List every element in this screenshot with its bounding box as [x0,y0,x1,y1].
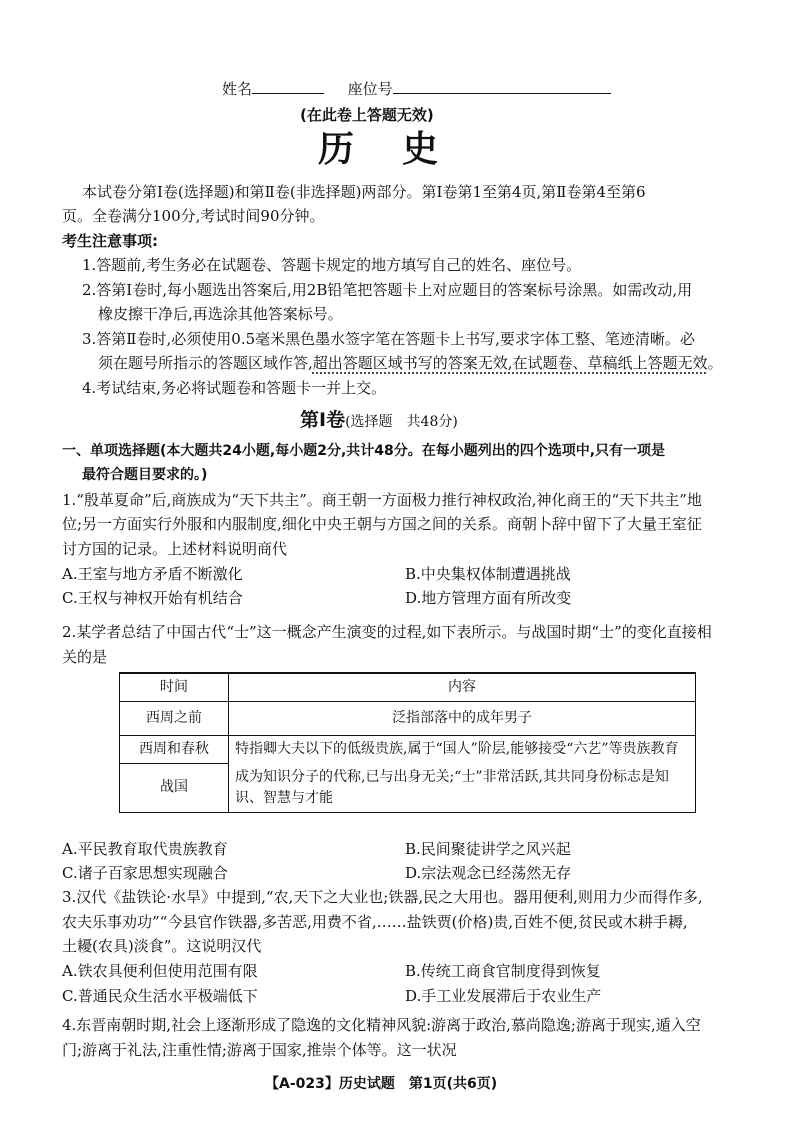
q2-option-c: C.诸子百家思想实现融合 [62,864,228,882]
q2-option-d: D.宗法观念已经荡然无存 [405,864,572,882]
seat-label: 座位号 [347,80,393,98]
page-footer [265,1073,497,1096]
q3-option-d: D.手工业发展滞后于农业生产 [405,987,602,1005]
intro-line-1: 本试卷分第Ⅰ卷(选择题)和第Ⅱ卷(非选择题)两部分。第Ⅰ卷第1至第4页,第Ⅱ卷第4至第6 [82,183,646,201]
invalid-note: (在此卷上答题无效) [300,106,434,124]
q4-line-1: 4.东晋南朝时期,社会上逐渐形成了隐逸的文化精神风貌:游离于政治,慕尚隐逸;游离于现实,遁入空 [62,1016,701,1034]
table-cell-content: 泛指部落中的成年男子 [229,702,696,736]
footer-subject: 历史试题 [338,1076,395,1092]
q1-option-a: A.王室与地方矛盾不断激化 [62,565,243,583]
notice-item-4: 4.考试结束,务必将试题卷和答题卡一并上交。 [82,379,387,397]
section-title: 第Ⅰ卷 [300,409,346,431]
notice-item-2: 2.答第Ⅰ卷时,每小题选出答案后,用2B铅笔把答题卡上对应题目的答案标号涂黑。如需改动,用 [82,281,693,299]
part-one-line-1: 一、单项选择题(本大题共24小题,每小题2分,共计48分。在每小题列出的四个选项中,只有一项是 [62,443,666,459]
intro-line-2: 页。全卷满分100分,考试时间90分钟。 [62,207,325,225]
table-row [120,736,696,764]
q2-line-2: 关的是 [62,648,108,666]
notice-item-3-end: 。 [707,354,723,372]
q3-option-b: B.传统工商食官制度得到恢复 [405,962,601,980]
notice-item-3-cont [98,352,723,375]
q2-line-1: 2.某学者总结了中国古代“士”这一概念产生演变的过程,如下表所示。与战国时期“士”的变化直接相 [62,623,712,641]
q1-line-1: 1.“殷革夏命”后,商族成为“天下共主”。商王朝一方面极力推行神权政治,神化商王的“天下共主”地 [62,491,702,509]
name-label: 姓名 [222,80,253,98]
q3-line-1: 3.汉代《盐铁论·水旱》中提到,“农,天下之大业也;铁器,民之大用也。器用便利,则用力少而得作多, [62,888,703,906]
notice-item-3-part-a: 须在题号所指示的答题区域作答, [98,354,313,372]
footer-page: 第1页(共6页) [408,1076,498,1092]
q1-option-b: B.中央集权体制遭遇挑战 [405,565,571,583]
q4-line-2: 门;游离于礼法,注重性情;游离于国家,推崇个体等。这一状况 [62,1041,457,1059]
seat-blank [393,77,611,94]
footer-code: 【A-023】 [265,1076,339,1092]
table-cell-period: 战国 [120,764,229,813]
table-header-content: 内容 [229,673,696,702]
notice-item-3-emphasis: 超出答题区域书写的答案无效,在试题卷、草稿纸上答题无效 [312,354,708,372]
notice-item-1: 1.答题前,考生务必在试题卷、答题卡规定的地方填写自己的姓名、座位号。 [82,256,582,274]
section-subtitle: (选择题 共48分) [345,414,458,430]
q3-line-2: 农夫乐事劝功”“今县官作铁器,多苦恶,用费不省,……盐铁贾(价格)贵,百姓不便,贫民或木耕手耨, [62,913,688,931]
q2-option-b: B.民间聚徒讲学之风兴起 [405,840,571,858]
page-title: 历 史 [318,129,445,170]
q1-line-2: 位;另一方面实行外服和内服制度,细化中央王朝与方国之间的关系。商朝卜辞中留下了大量王室征 [62,515,702,533]
table-cell-period: 西周之前 [120,702,229,736]
table-header-row [120,673,696,702]
table-row [120,702,696,736]
shi-evolution-table [119,672,696,813]
table-row [120,764,696,813]
q2-option-a: A.平民教育取代贵族教育 [62,840,228,858]
q3-option-c: C.普通民众生活水平极端低下 [62,987,258,1005]
exam-header [222,77,622,101]
q1-option-c: C.王权与神权开始有机结合 [62,589,243,607]
name-blank [252,77,324,94]
table-cell-content: 特指卿大夫以下的低级贵族,属于“国人”阶层,能够接受“六艺”等贵族教育 [229,736,696,764]
section-heading [300,409,458,434]
table-header-period: 时间 [120,673,229,702]
part-one-line-2: 最符合题目要求的。) [82,467,208,483]
table-cell-content: 成为知识分子的代称,已与出身无关;“士”非常活跃,其共同身份标志是知识、智慧与才能 [229,764,696,813]
q3-line-3: 土耰(农具)淡食”。这说明汉代 [62,937,262,955]
notice-heading: 考生注意事项: [62,232,158,250]
q3-option-a: A.铁农具便利但使用范围有限 [62,962,258,980]
q1-option-d: D.地方管理方面有所改变 [405,589,572,607]
notice-item-3: 3.答第Ⅱ卷时,必须使用0.5毫米黑色墨水签字笔在答题卡上书写,要求字体工整、笔迹清晰。必 [82,330,695,348]
table-cell-period: 西周和春秋 [120,736,229,764]
q1-line-3: 讨方国的记录。上述材料说明商代 [62,540,288,558]
notice-item-2-cont: 橡皮擦干净后,再选涂其他答案标号。 [98,305,343,323]
